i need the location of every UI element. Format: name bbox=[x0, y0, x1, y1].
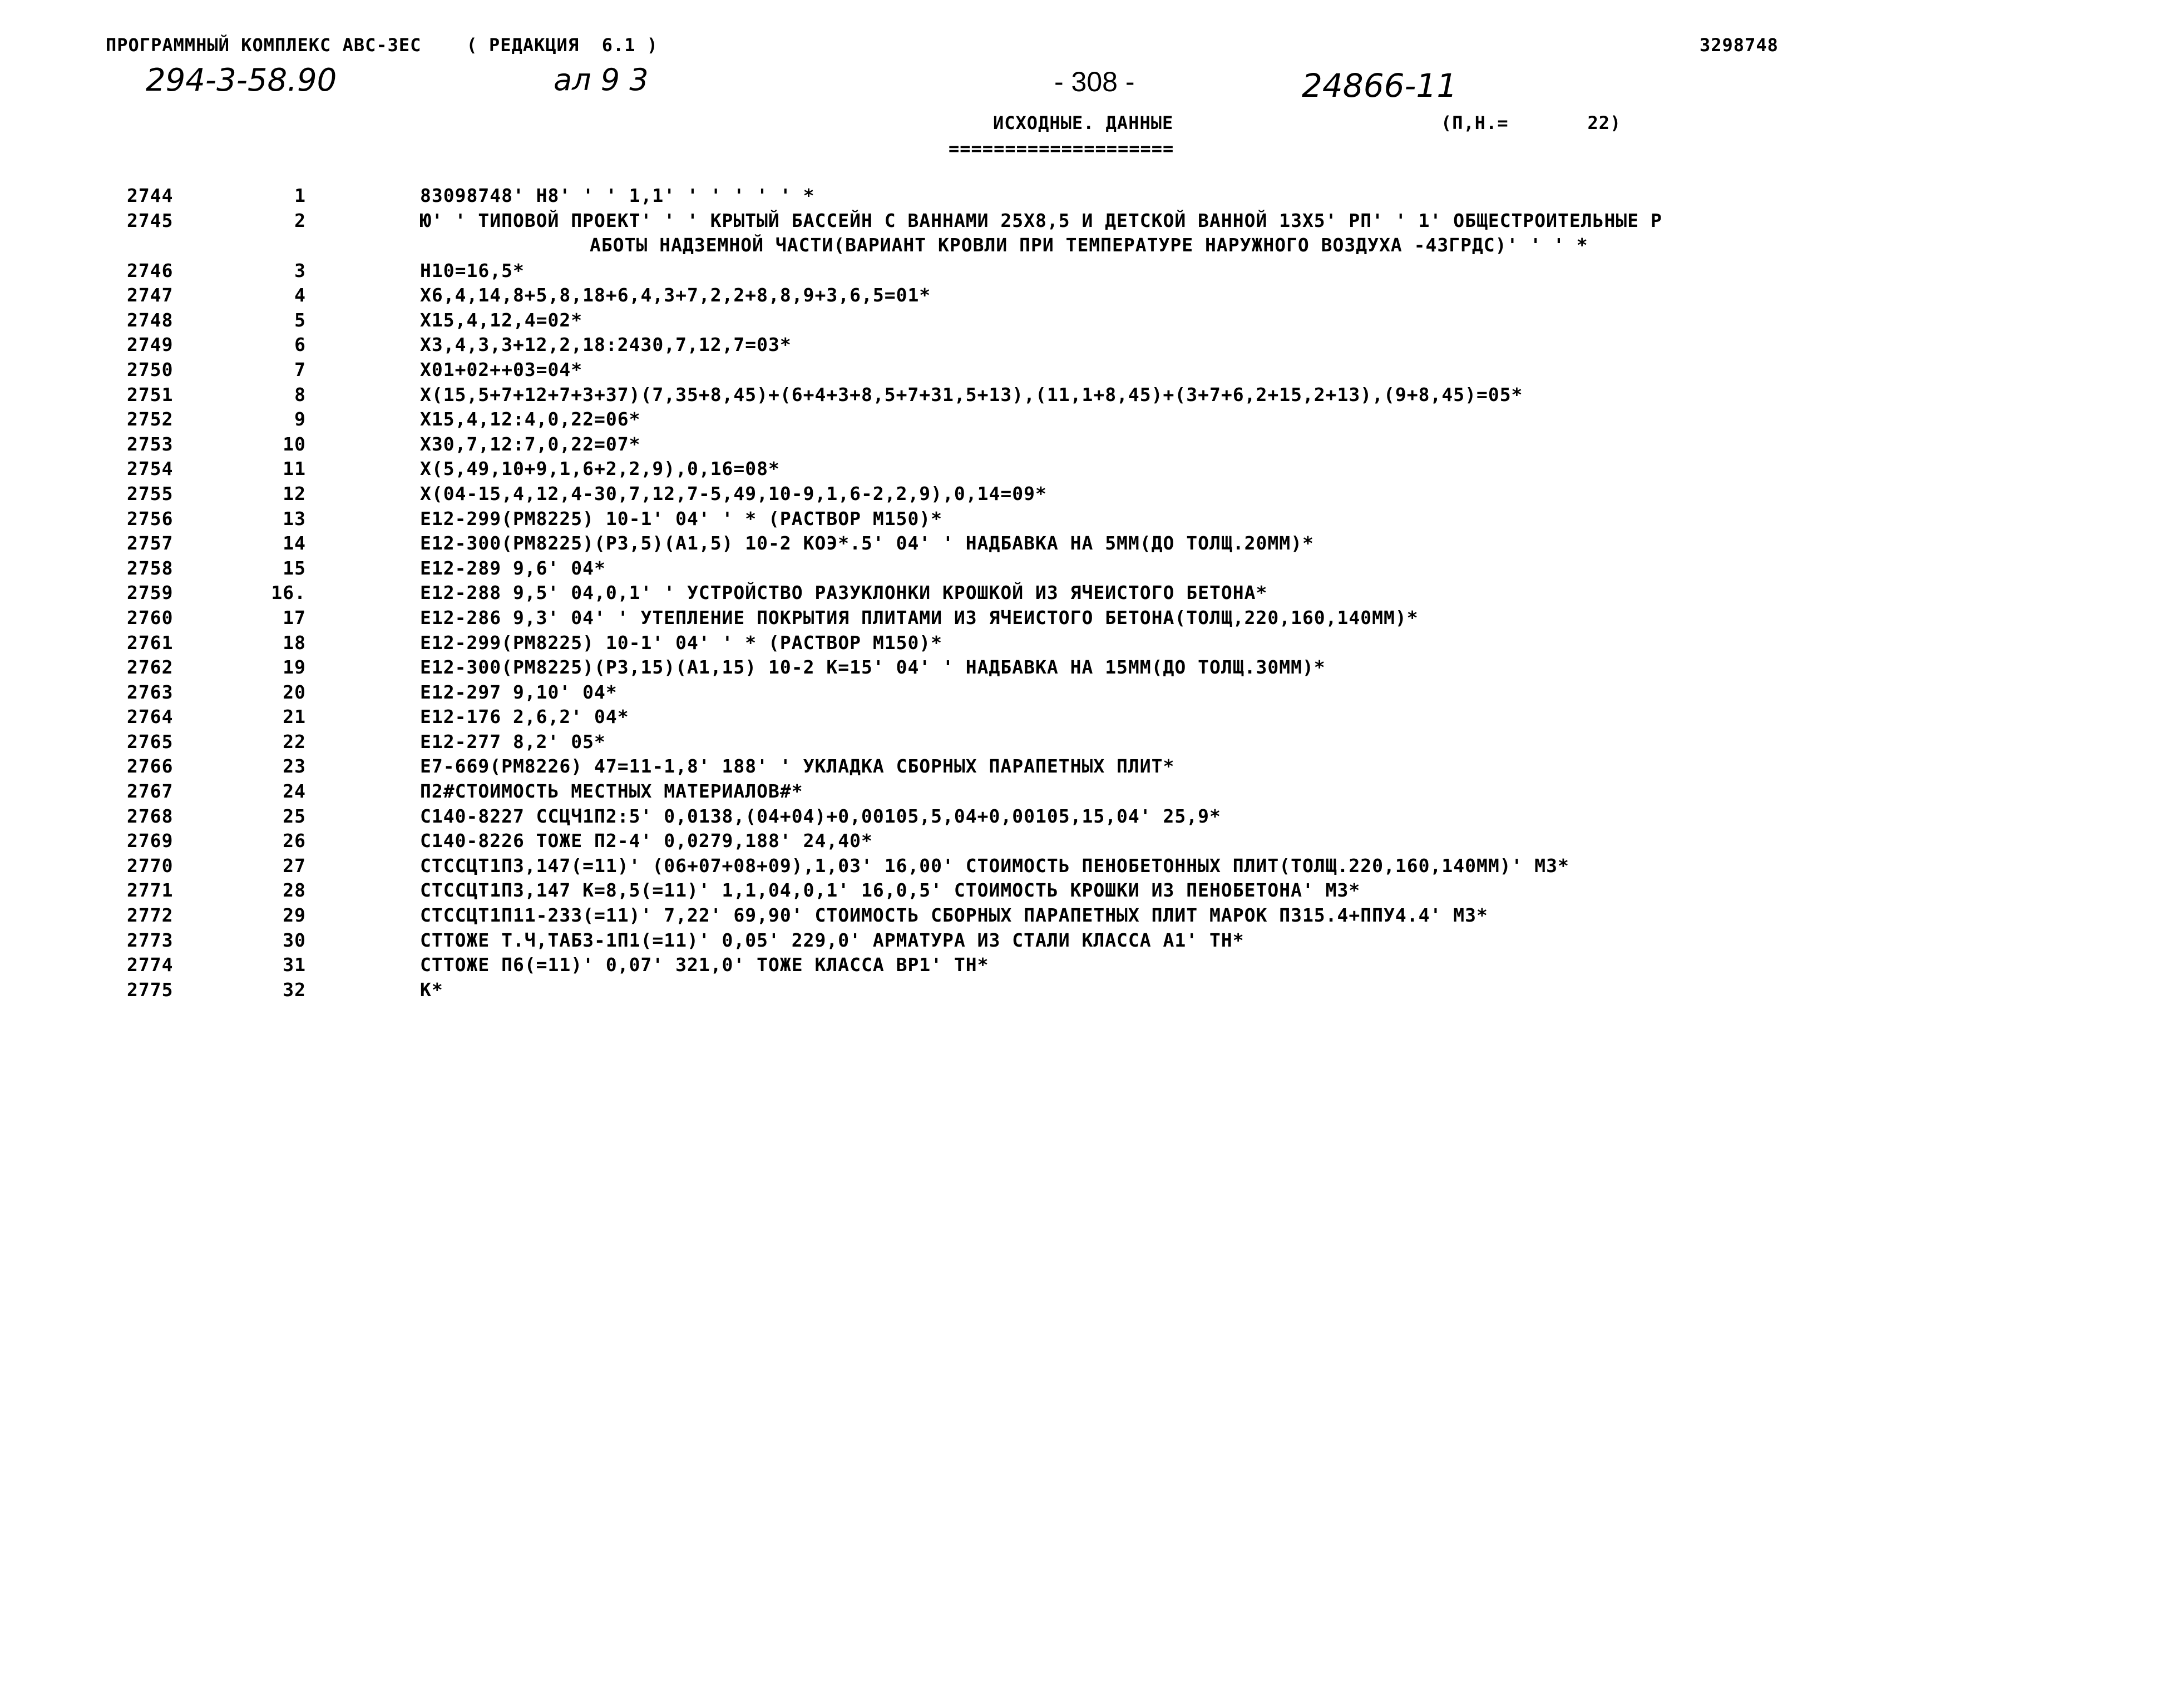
record-number: 2774 bbox=[127, 954, 174, 976]
line-number: 28 bbox=[283, 879, 306, 902]
listing-row bbox=[0, 334, 2168, 359]
line-number: 22 bbox=[283, 730, 306, 752]
line-number: 8 bbox=[294, 383, 306, 405]
line-number: 21 bbox=[283, 706, 306, 728]
line-number: 30 bbox=[283, 929, 306, 951]
record-number: 2748 bbox=[127, 309, 174, 331]
line-text: Е12-286 9,3' 04' ' УТЕПЛЕНИЕ ПОКРЫТИЯ ПЛИТАМИ ИЗ ЯЧЕИСТОГО БЕТОНА(ТОЛЩ,220,160,140ММ)* bbox=[420, 606, 1419, 628]
line-text: Х(5,49,10+9,1,6+2,2,9),0,16=08* bbox=[420, 458, 780, 480]
line-text: СТССЦТ1П3,147 К=8,5(=11)' 1,1,04,0,1' 16,0,5' СТОИМОСТЬ КРОШКИ ИЗ ПЕНОБЕТОНА' М3* bbox=[420, 879, 1361, 902]
line-number: 9 bbox=[294, 408, 306, 430]
line-text: Н10=16,5* bbox=[420, 259, 525, 281]
line-number: 25 bbox=[283, 805, 306, 827]
listing-row bbox=[0, 855, 2168, 880]
record-number: 2765 bbox=[127, 730, 174, 752]
line-number: 19 bbox=[283, 656, 306, 679]
record-number: 2747 bbox=[127, 284, 174, 306]
listing-row bbox=[0, 582, 2168, 607]
listing-row bbox=[0, 879, 2168, 904]
listing-row bbox=[0, 954, 2168, 979]
line-text: Х(15,5+7+12+7+3+37)(7,35+8,45)+(6+4+3+8,5+7+31,5+13),(11,1+8,45)+(3+7+6,2+15,2+13),(9+8,45)=05* bbox=[420, 383, 1523, 405]
listing-row bbox=[0, 359, 2168, 384]
line-text: Х30,7,12:7,0,22=07* bbox=[420, 433, 641, 455]
line-text: Ю' ' ТИПОВОЙ ПРОЕКТ' ' ' КРЫТЫЙ БАССЕЙН С ВАННАМИ 25Х8,5 И ДЕТСКОЙ ВАННОЙ 13Х5' РП' ' 1' ОБЩЕСТРОИТЕЛЬНЫЕ Р bbox=[420, 209, 1662, 231]
record-number: 2755 bbox=[127, 482, 174, 504]
line-text: Е7-669(РМ8226) 47=11-1,8' 188' ' УКЛАДКА СБОРНЫХ ПАРАПЕТНЫХ ПЛИТ* bbox=[420, 755, 1175, 778]
record-number: 2768 bbox=[127, 805, 174, 827]
line-text: СТТОЖЕ Т.Ч,ТАБ3-1П1(=11)' 0,05' 229,0' АРМАТУРА ИЗ СТАЛИ КЛАССА А1' ТН* bbox=[420, 929, 1244, 951]
record-number: 2753 bbox=[127, 433, 174, 455]
listing-row bbox=[0, 656, 2168, 681]
line-text-continuation: АБОТЫ НАДЗЕМНОЙ ЧАСТИ(ВАРИАНТ КРОВЛИ ПРИ ТЕМПЕРАТУРЕ НАРУЖНОГО ВОЗДУХА -43ГРДС)' ' ' * bbox=[590, 234, 1588, 256]
line-text: П2#СТОИМОСТЬ МЕСТНЫХ МАТЕРИАЛОВ#* bbox=[420, 780, 803, 803]
record-number: 2757 bbox=[127, 532, 174, 555]
listing-row bbox=[0, 433, 2168, 458]
listing-row bbox=[0, 780, 2168, 805]
record-number: 2764 bbox=[127, 706, 174, 728]
record-number: 2754 bbox=[127, 458, 174, 480]
listing-row bbox=[0, 706, 2168, 731]
line-number: 1 bbox=[294, 185, 306, 206]
line-text: Е12-288 9,5' 04,0,1' ' УСТРОЙСТВО РАЗУКЛОНКИ КРОШКОЙ ИЗ ЯЧЕИСТОГО БЕТОНА* bbox=[420, 582, 1268, 604]
line-text: Е12-300(РМ8225)(Р3,5)(А1,5) 10-2 КОЭ*.5' 04' ' НАДБАВКА НА 5ММ(ДО ТОЛЩ.20ММ)* bbox=[420, 532, 1314, 555]
source-data-listing bbox=[0, 185, 2168, 1003]
line-text: Е12-299(РМ8225) 10-1' 04' ' * (РАСТВОР М150)* bbox=[420, 631, 943, 654]
line-text: СТТОЖЕ П6(=11)' 0,07' 321,0' ТОЖЕ КЛАССА ВР1' ТН* bbox=[420, 954, 989, 976]
record-number: 2775 bbox=[127, 978, 174, 1001]
section-title: ИСХОДНЫЕ. ДАННЫЕ bbox=[993, 112, 1174, 133]
listing-row bbox=[0, 483, 2168, 508]
line-number: 17 bbox=[283, 606, 306, 628]
program-header: ПРОГРАММНЫЙ КОМПЛЕКС АВС-3ЕС ( РЕДАКЦИЯ 6.1 ) bbox=[106, 34, 659, 56]
listing-row bbox=[0, 557, 2168, 582]
listing-row bbox=[0, 830, 2168, 855]
line-number: 10 bbox=[283, 433, 306, 455]
line-number: 15 bbox=[283, 557, 306, 579]
line-text: Е12-299(РМ8225) 10-1' 04' ' * (РАСТВОР М150)* bbox=[420, 507, 943, 529]
record-number: 2773 bbox=[127, 929, 174, 951]
record-number: 2745 bbox=[127, 209, 174, 231]
line-number: 11 bbox=[283, 458, 306, 480]
listing-row bbox=[0, 904, 2168, 929]
line-number: 24 bbox=[283, 780, 306, 803]
record-number: 2749 bbox=[127, 334, 174, 356]
record-number: 2763 bbox=[127, 681, 174, 703]
line-number: 6 bbox=[294, 334, 306, 356]
listing-row bbox=[0, 755, 2168, 780]
line-text: Х6,4,14,8+5,8,18+6,4,3+7,2,2+8,8,9+3,6,5=01* bbox=[420, 284, 931, 306]
line-number: 32 bbox=[283, 978, 306, 1001]
listing-row bbox=[0, 210, 2168, 260]
listing-row bbox=[0, 805, 2168, 830]
listing-row bbox=[0, 185, 2168, 210]
record-number: 2746 bbox=[127, 259, 174, 281]
line-text: Е12-176 2,6,2' 04* bbox=[420, 706, 629, 728]
listing-row bbox=[0, 632, 2168, 657]
line-number: 5 bbox=[294, 309, 306, 331]
line-number: 12 bbox=[283, 482, 306, 504]
record-number: 2751 bbox=[127, 383, 174, 405]
listing-row bbox=[0, 607, 2168, 632]
line-text: Е12-300(РМ8225)(Р3,15)(А1,15) 10-2 К=15' 04' ' НАДБАВКА НА 15ММ(ДО ТОЛЩ.30ММ)* bbox=[420, 656, 1326, 679]
line-text: СТССЦТ1П3,147(=11)' (06+07+08+09),1,03' 16,00' СТОИМОСТЬ ПЕНОБЕТОННЫХ ПЛИТ(ТОЛЩ.220,160,140ММ)' М3* bbox=[420, 854, 1569, 877]
line-text: Е12-289 9,6' 04* bbox=[420, 557, 606, 579]
record-number: 2756 bbox=[127, 507, 174, 529]
listing-row bbox=[0, 458, 2168, 483]
line-number: 2 bbox=[294, 209, 306, 231]
line-text: С140-8227 ССЦЧ1П2:5' 0,0138,(04+04)+0,00105,5,04+0,00105,15,04' 25,9* bbox=[420, 805, 1221, 827]
line-text: С140-8226 ТОЖЕ П2-4' 0,0279,188' 24,40* bbox=[420, 830, 873, 852]
listing-row bbox=[0, 532, 2168, 557]
listing-row bbox=[0, 929, 2168, 954]
handwritten-sheet-note: ал 9 3 bbox=[554, 62, 649, 97]
page-number: - 308 - bbox=[1054, 66, 1135, 97]
record-number: 2766 bbox=[127, 755, 174, 778]
line-number: 20 bbox=[283, 681, 306, 703]
record-number: 2744 bbox=[127, 185, 174, 206]
document-code: 3298748 bbox=[1700, 34, 1779, 56]
line-text: Х3,4,3,3+12,2,18:2430,7,12,7=03* bbox=[420, 334, 792, 356]
section-title-underline: ==================== bbox=[949, 138, 1174, 159]
record-number: 2767 bbox=[127, 780, 174, 803]
line-number: 7 bbox=[294, 358, 306, 380]
line-number: 23 bbox=[283, 755, 306, 778]
line-number: 26 bbox=[283, 830, 306, 852]
line-number: 31 bbox=[283, 954, 306, 976]
line-text: К* bbox=[420, 978, 443, 1001]
listing-row bbox=[0, 508, 2168, 533]
line-number: 27 bbox=[283, 854, 306, 877]
record-number: 2761 bbox=[127, 631, 174, 654]
line-number: 29 bbox=[283, 904, 306, 927]
line-text: Х(04-15,4,12,4-30,7,12,7-5,49,10-9,1,6-2,2,9),0,14=09* bbox=[420, 482, 1047, 504]
line-number: 13 bbox=[283, 507, 306, 529]
handwritten-inventory-number: 24866-11 bbox=[1302, 67, 1458, 105]
record-number: 2762 bbox=[127, 656, 174, 679]
record-number: 2760 bbox=[127, 606, 174, 628]
line-text: Х15,4,12,4=02* bbox=[420, 309, 583, 331]
line-text: СТССЦТ1П11-233(=11)' 7,22' 69,90' СТОИМОСТЬ СБОРНЫХ ПАРАПЕТНЫХ ПЛИТ МАРОК П315.4+ППУ4.4' М3* bbox=[420, 904, 1488, 927]
line-number: 4 bbox=[294, 284, 306, 306]
record-number: 2752 bbox=[127, 408, 174, 430]
record-number: 2759 bbox=[127, 582, 174, 604]
record-number: 2758 bbox=[127, 557, 174, 579]
line-number: 16. bbox=[271, 582, 306, 604]
listing-row bbox=[0, 309, 2168, 334]
listing-row bbox=[0, 260, 2168, 285]
listing-row bbox=[0, 979, 2168, 1004]
listing-row bbox=[0, 408, 2168, 433]
line-text: Х01+02++03=04* bbox=[420, 358, 583, 380]
line-number: 18 bbox=[283, 631, 306, 654]
line-text: Е12-277 8,2' 05* bbox=[420, 730, 606, 752]
listing-row bbox=[0, 284, 2168, 309]
record-number: 2772 bbox=[127, 904, 174, 927]
listing-row bbox=[0, 384, 2168, 409]
record-number: 2770 bbox=[127, 854, 174, 877]
record-number: 2750 bbox=[127, 358, 174, 380]
sheet-count: (П,Н.= 22) bbox=[1441, 112, 1622, 133]
record-number: 2769 bbox=[127, 830, 174, 852]
listing-row bbox=[0, 681, 2168, 706]
line-number: 3 bbox=[294, 259, 306, 281]
line-number: 14 bbox=[283, 532, 306, 555]
line-text: Х15,4,12:4,0,22=06* bbox=[420, 408, 641, 430]
handwritten-project-number: 294-3-58.90 bbox=[146, 62, 337, 98]
line-text: Е12-297 9,10' 04* bbox=[420, 681, 618, 703]
listing-row bbox=[0, 731, 2168, 756]
record-number: 2771 bbox=[127, 879, 174, 902]
line-text: 83098748' Н8' ' ' 1,1' ' ' ' ' ' * bbox=[420, 185, 815, 206]
